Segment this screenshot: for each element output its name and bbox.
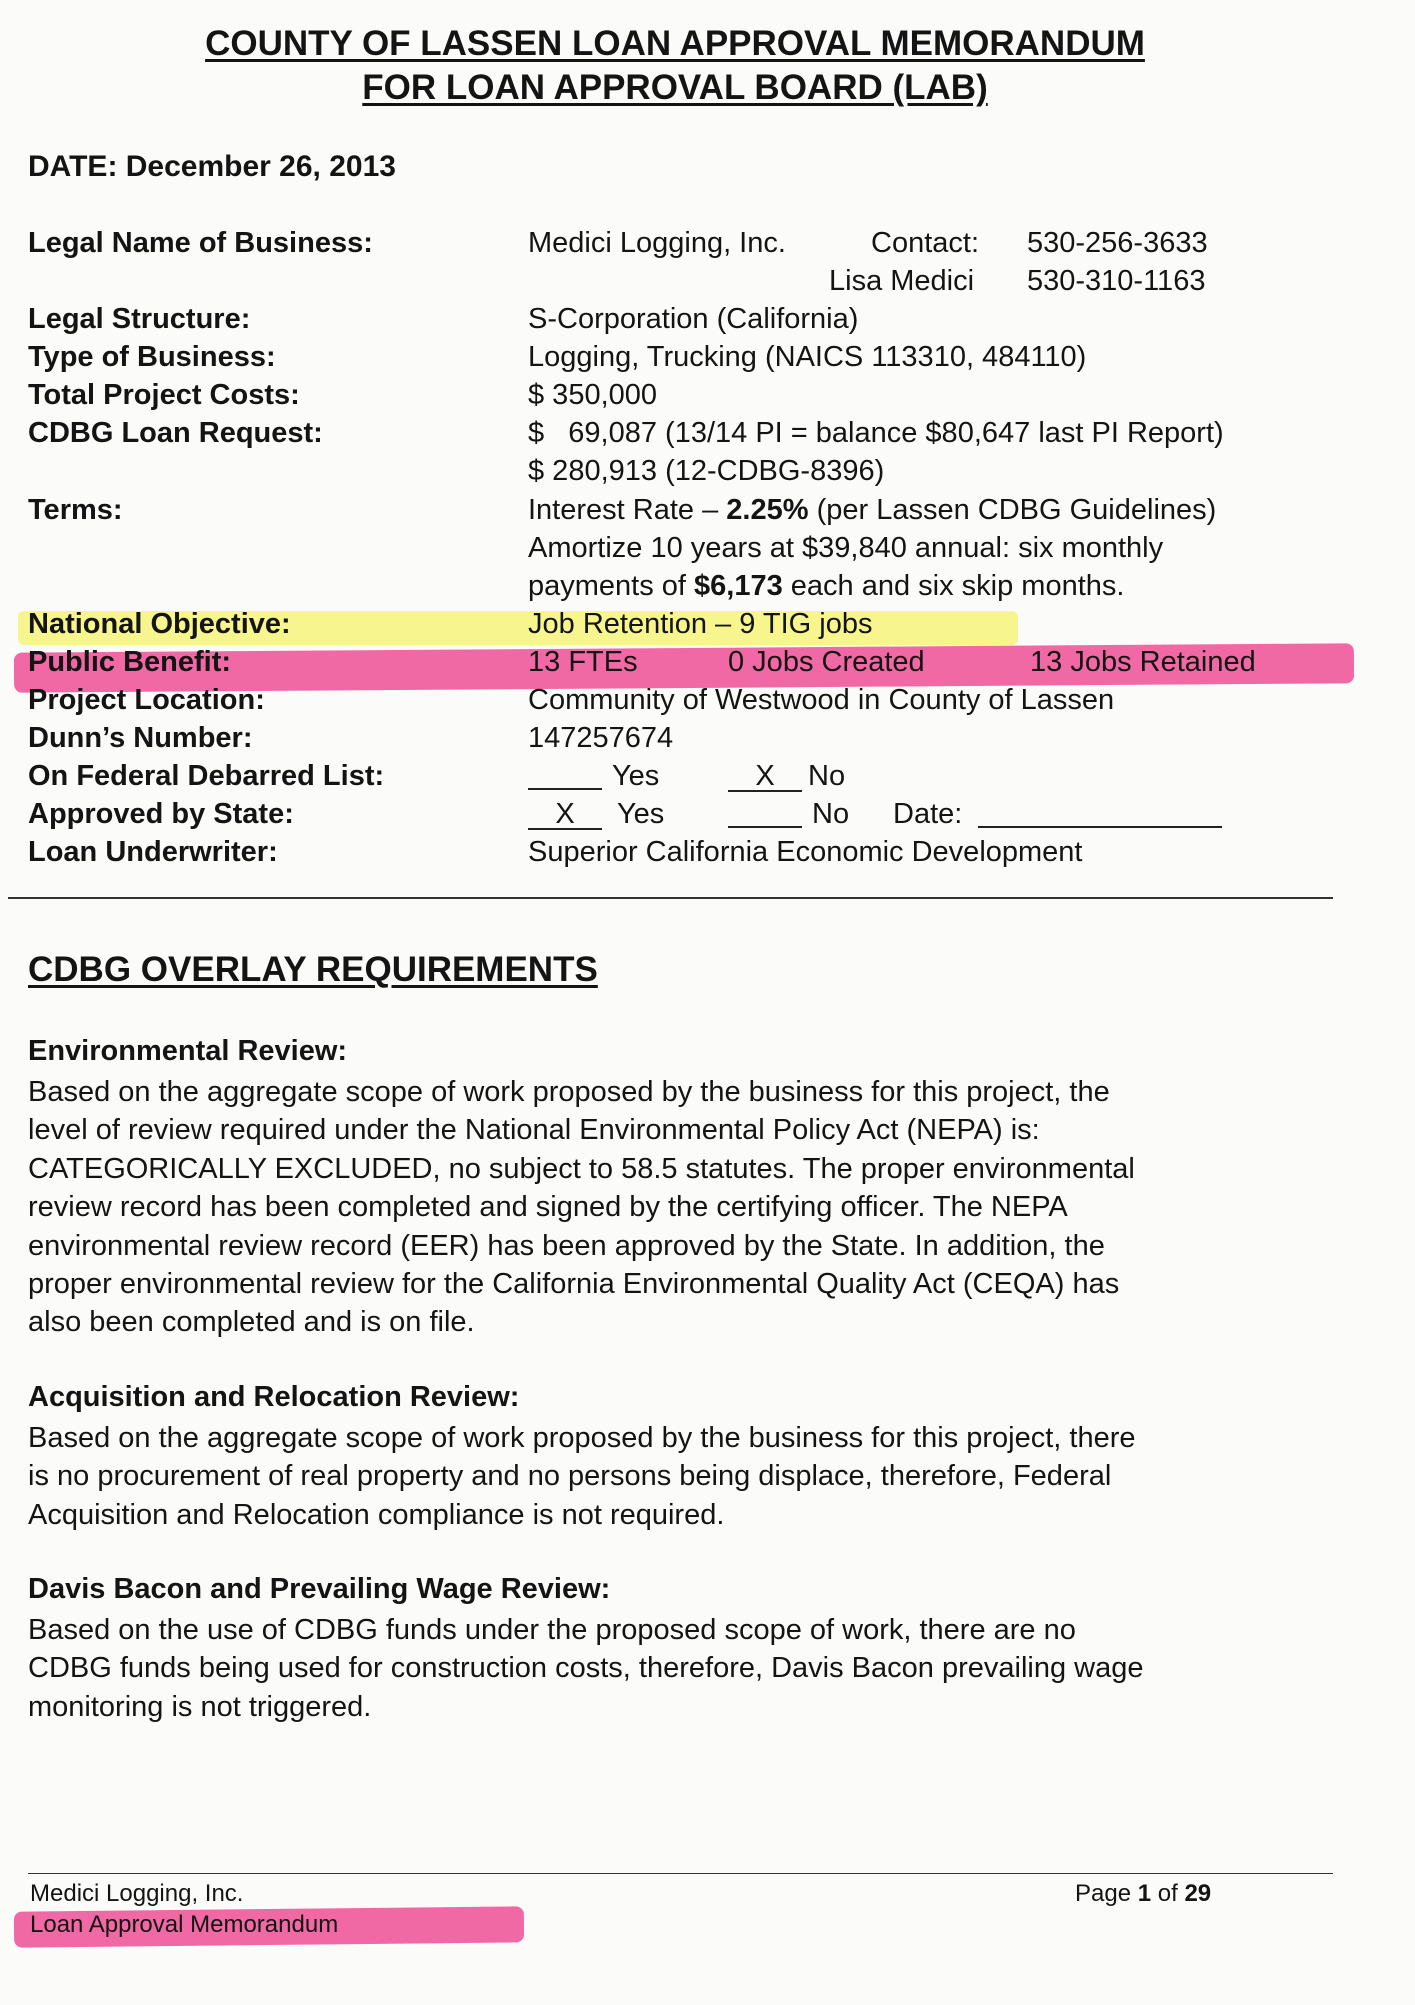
env-line: environmental review record (EER) has been approved by the State. In addition, the (28, 1229, 1105, 1262)
approved-no-mark (728, 798, 802, 828)
terms-payment-prefix: payments of (528, 570, 695, 602)
type-of-business-label: Type of Business: (28, 341, 276, 373)
env-line: CATEGORICALLY EXCLUDED, no subject to 58.5 statutes. The proper environmental (28, 1152, 1135, 1185)
legal-structure-label: Legal Structure: (28, 303, 251, 335)
title-line-1: COUNTY OF LASSEN LOAN APPROVAL MEMORANDUM (205, 24, 1145, 63)
contact-label: Contact: (871, 227, 979, 259)
env-line: proper environmental review for the California Environmental Quality Act (CEQA) has (28, 1268, 1120, 1301)
approved-no-label: No (812, 798, 850, 830)
title-line-2: FOR LOAN APPROVAL BOARD (LAB) (362, 68, 988, 107)
env-line: review record has been completed and signed by the certifying officer. The NEPA (28, 1191, 1068, 1224)
terms-rate-suffix: (per Lassen CDBG Guidelines) (808, 494, 1217, 526)
page-prefix: Page (1075, 1880, 1138, 1907)
underwriter-label: Loan Underwriter: (28, 836, 278, 868)
acq-line: Based on the aggregate scope of work proposed by the business for this project, there (28, 1422, 1136, 1454)
terms-line-1 (528, 494, 1216, 527)
approved-yes-label: Yes (617, 798, 665, 830)
debarred-no-label: No (808, 760, 846, 792)
public-benefit-label: Public Benefit: (28, 646, 232, 678)
debarred-label: On Federal Debarred List: (28, 760, 385, 792)
davis-line: monitoring is not triggered. (28, 1690, 372, 1723)
public-benefit-retained: 13 Jobs Retained (1030, 646, 1256, 678)
env-line: also been completed and is on file. (28, 1306, 475, 1339)
approved-date-label: Date: (893, 798, 963, 830)
page-separator: of (1151, 1880, 1185, 1907)
approved-yes-mark: X (528, 800, 602, 830)
terms-line-2: Amortize 10 years at $39,840 annual: six monthly (528, 532, 1164, 564)
cdbg-loan-request-value-2: $ 280,913 (12-CDBG-8396) (528, 455, 885, 487)
acq-line: Acquisition and Relocation compliance is not required. (28, 1498, 725, 1531)
memo-date: DATE: December 26, 2013 (28, 150, 396, 183)
acq-review-text (28, 1419, 1358, 1534)
national-objective-label: National Objective: (28, 608, 291, 640)
acq-review-title: Acquisition and Relocation Review: (28, 1381, 520, 1413)
terms-label: Terms: (28, 494, 123, 526)
terms-line-3 (528, 570, 1124, 603)
terms-payment: $6,173 (694, 570, 783, 602)
env-line: level of review required under the National Environmental Policy Act (NEPA) is: (28, 1114, 1040, 1147)
legal-name-value: Medici Logging, Inc. (528, 227, 786, 259)
legal-structure-value: S-Corporation (California) (528, 303, 859, 335)
section-divider (8, 897, 1333, 899)
project-location-label: Project Location: (28, 684, 265, 716)
contact-phone: 530-256-3633 (1027, 227, 1208, 259)
cdbg-loan-request-value-1: $ 69,087 (13/14 PI = balance $80,647 last PI Report) (528, 417, 1224, 449)
env-review-text (28, 1073, 1358, 1342)
total-project-costs-label: Total Project Costs: (28, 379, 300, 411)
approved-label: Approved by State: (28, 798, 294, 830)
public-benefit-created: 0 Jobs Created (728, 646, 925, 678)
type-of-business-value: Logging, Trucking (NAICS 113310, 484110) (528, 341, 1087, 373)
footer-page-number (1075, 1880, 1211, 1908)
davis-review-title: Davis Bacon and Prevailing Wage Review: (28, 1573, 611, 1605)
env-line: Based on the aggregate scope of work proposed by the business for this project, the (28, 1076, 1110, 1108)
davis-line: Based on the use of CDBG funds under the proposed scope of work, there are no (28, 1614, 1076, 1646)
terms-rate-prefix: Interest Rate – (528, 494, 727, 526)
page-current: 1 (1137, 1880, 1152, 1907)
underwriter-value: Superior California Economic Development (528, 836, 1083, 868)
dunns-number-value: 147257674 (528, 722, 674, 754)
contact-name: Lisa Medici (829, 265, 975, 297)
approved-yes-blank (528, 798, 602, 831)
terms-payment-suffix: each and six skip months. (782, 570, 1125, 602)
legal-name-label: Legal Name of Business: (28, 227, 373, 259)
national-objective-value: Job Retention – 9 TIG jobs (528, 608, 873, 640)
footer-rule (28, 1873, 1333, 1874)
debarred-no-blank (728, 760, 802, 793)
footer-doc-name: Loan Approval Memorandum (30, 1911, 339, 1938)
contact-phone-2: 530-310-1163 (1027, 265, 1206, 297)
env-review-title: Environmental Review: (28, 1035, 348, 1067)
overlay-heading: CDBG OVERLAY REQUIREMENTS (28, 950, 598, 989)
approved-no-blank (728, 798, 802, 836)
total-project-costs-value: $ 350,000 (528, 379, 658, 411)
davis-line: CDBG funds being used for construction costs, therefore, Davis Bacon prevailing wage (28, 1652, 1144, 1685)
public-benefit-ftes: 13 FTEs (528, 646, 638, 678)
debarred-yes-mark (528, 760, 602, 790)
footer-company: Medici Logging, Inc. (30, 1880, 244, 1907)
cdbg-loan-request-label: CDBG Loan Request: (28, 417, 323, 449)
acq-line: is no procurement of real property and no persons being displace, therefore, Federal (28, 1460, 1112, 1493)
dunns-number-label: Dunn’s Number: (28, 722, 253, 754)
terms-rate: 2.25% (726, 494, 809, 526)
debarred-yes-label: Yes (612, 760, 660, 792)
approved-date-line (978, 826, 1222, 828)
debarred-yes-blank (528, 760, 602, 798)
page-total: 29 (1184, 1880, 1212, 1907)
debarred-no-mark: X (728, 762, 802, 792)
project-location-value: Community of Westwood in County of Lassen (528, 684, 1115, 716)
davis-review-text (28, 1611, 1358, 1726)
